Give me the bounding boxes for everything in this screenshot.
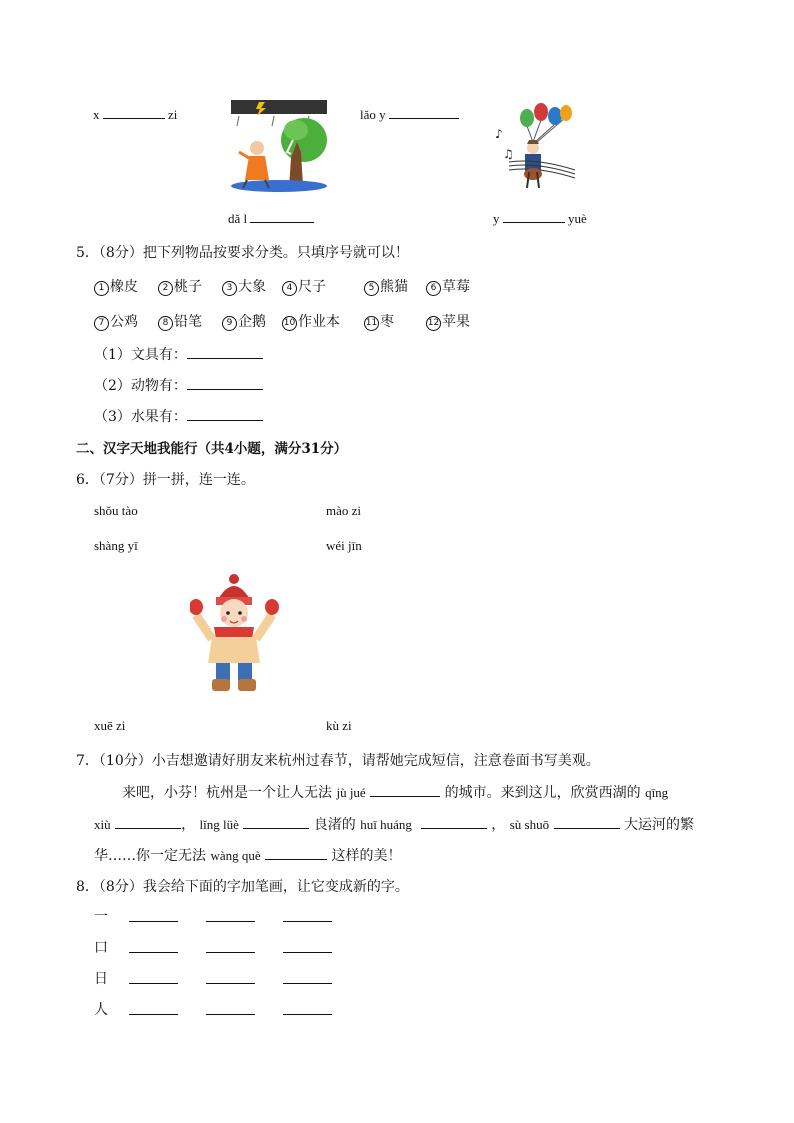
answer-blank[interactable] [129,952,178,953]
item-7: 7 公鸡 [94,311,158,331]
answer-blank[interactable] [283,1014,332,1015]
pinyin-wei-jin[interactable]: wéi jīn [326,538,362,553]
item-3: 3 大象 [222,276,282,296]
pinyin-blank-1: x zi [93,107,178,122]
pinyin-shou-tao[interactable]: shǒu tào [94,503,138,518]
item-4: 4 尺子 [282,276,364,296]
q7-line-1: 来吧，小芬！杭州是一个让人无法 jù jué 的城市。来到这儿，欣赏西湖的 qīng [122,785,669,801]
answer-blank[interactable] [129,921,178,922]
item-2: 2 桃子 [158,276,222,296]
q8-char-3: 日 [94,971,108,987]
answer-blank[interactable] [389,106,459,119]
q5-items-row2 [94,311,470,331]
answer-blank[interactable] [115,816,181,829]
q5-items-row1 [94,276,470,296]
question-5-title: 5．（8分）把下列物品按要求分类。只填序号就可以！ [76,245,409,261]
q7-line-2: xiù ， lǐng lüè 良渚的 huī huáng ， sù shuō 大运河的繁 [94,817,694,833]
answer-blank[interactable] [187,408,263,421]
item-8: 8 铅笔 [158,311,222,331]
pinyin-ku-zi[interactable]: kù zi [326,718,352,733]
thunder-rain-picture [229,100,329,192]
answer-blank[interactable] [370,784,440,797]
answer-blank[interactable] [206,1014,255,1015]
pinyin-blank-4: y yuè [493,211,587,226]
item-11: 11 枣 [365,314,394,330]
q8-char-4: 人 [94,1002,108,1018]
question-7-title: 7．（10分）小吉想邀请好朋友来杭州过春节，请帮她完成短信，注意卷面书写美观。 [76,753,600,769]
item-5: 5 熊猫 [364,276,426,296]
item-6: 6 草莓 [426,276,470,296]
pinyin-blank-3: dǎ l [228,210,314,227]
svg-text:♪: ♪ [495,127,503,141]
answer-blank[interactable] [187,377,263,390]
question-8-title: 8．（8分）我会给下面的字加笔画，让它变成新的字。 [76,879,409,895]
pinyin-shang-yi[interactable]: shàng yī [94,538,138,553]
question-6-title: 6．（7分）拼一拼，连一连。 [76,472,255,488]
winter-child-picture [190,573,280,697]
answer-blank[interactable] [103,106,165,119]
item-12: 12 苹果 [427,314,470,330]
answer-blank[interactable] [187,346,263,359]
q5-animals: （2）动物有： [94,375,263,395]
answer-blank[interactable] [206,921,255,922]
svg-text:♫: ♫ [503,147,514,161]
answer-blank[interactable] [129,1014,178,1015]
pinyin-blank-2: lǎo y [360,106,459,123]
pinyin-mao-zi[interactable]: mào zi [326,503,362,518]
answer-blank[interactable] [243,816,309,829]
q7-line-3: 华……你一定无法 wàng què 这样的美！ [94,848,402,864]
q5-stationery: （1）文具有： [94,344,263,364]
answer-blank[interactable] [265,847,327,860]
answer-blank[interactable] [206,983,255,984]
answer-blank[interactable] [283,983,332,984]
q5-fruits: （3）水果有： [94,406,263,426]
answer-blank[interactable] [503,210,565,223]
answer-blank[interactable] [283,952,332,953]
answer-blank[interactable] [421,816,487,829]
answer-blank[interactable] [250,210,314,223]
q8-char-1: 一 [94,909,108,925]
answer-blank[interactable] [554,816,620,829]
answer-blank[interactable] [206,952,255,953]
section-2-heading: 二、汉字天地我能行（共4小题，满分31分） [76,441,348,457]
item-1: 1 橡皮 [94,276,158,296]
q8-char-2: 口 [94,940,108,956]
music-balloons-picture [493,100,579,192]
item-10: 10 作业本 [283,314,340,330]
pinyin-xue-zi[interactable]: xuē zi [94,718,126,733]
item-9: 9 企鹅 [222,311,282,331]
answer-blank[interactable] [283,921,332,922]
answer-blank[interactable] [129,983,178,984]
